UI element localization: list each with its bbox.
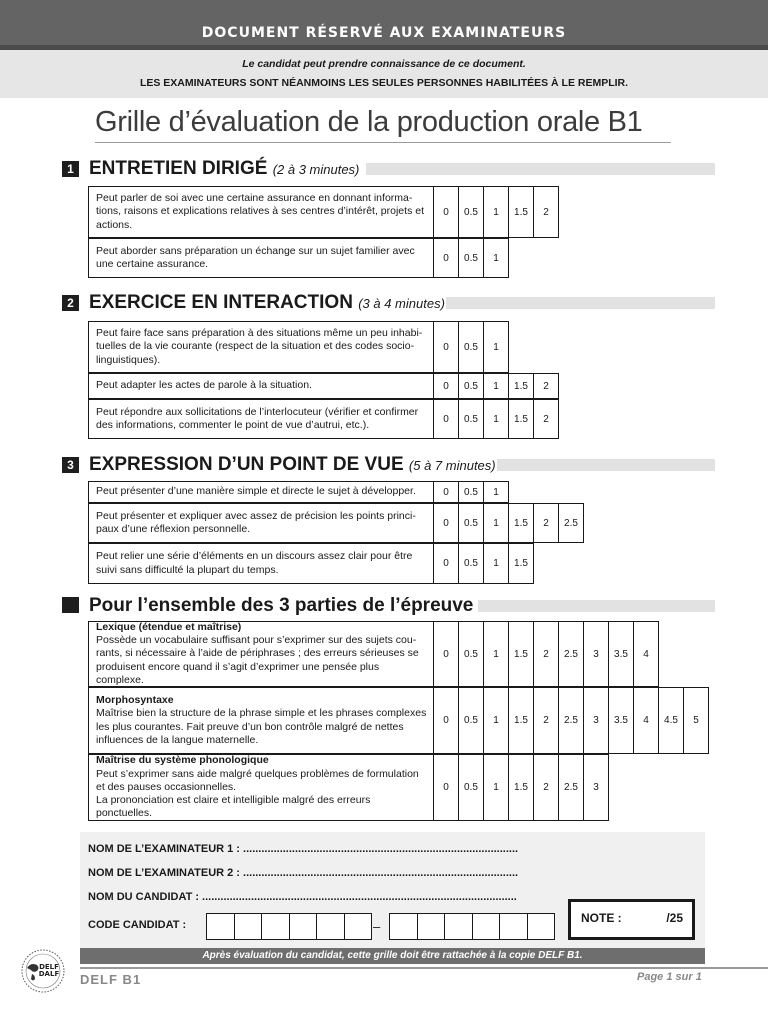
score-cell[interactable]: 0 [434,504,459,542]
criterion-row [88,399,559,439]
section-title-text: EXPRESSION D’UN POINT DE VUE [89,454,404,475]
section-duration: (3 à 4 minutes) [358,296,445,311]
criterion-row [88,503,584,543]
bottom-rule [80,967,768,969]
score-cell[interactable]: 3 [584,688,609,753]
score-cell[interactable]: 0.5 [459,688,484,753]
score-cell[interactable]: 2.5 [559,688,584,753]
criterion-description [89,187,434,237]
section-square-marker [62,597,79,613]
score-cell[interactable]: 0.5 [459,400,484,438]
criterion-row [88,621,659,687]
score-cell[interactable]: 1 [484,374,509,398]
score-cell[interactable]: 1 [484,322,509,372]
banner-title: DOCUMENT RÉSERVÉ AUX EXAMINATEURS [201,25,567,41]
notice-box [0,50,768,98]
note-label: NOTE : [581,911,622,925]
score-cell[interactable]: 0.5 [459,622,484,686]
top-banner [0,0,768,50]
section-number-badge: 2 [62,295,79,311]
note-value: /25 [666,911,683,925]
score-cell[interactable]: 0 [434,755,459,820]
section-duration: (5 à 7 minutes) [408,458,496,473]
bottom-notice: Après évaluation du candidat, cette grille doit être rattachée à la copie DELF B1. [80,948,705,964]
criterion-row [88,543,534,584]
criterion-text: Peut présenter d’une manière simple et directe le sujet à développer. [96,485,416,498]
criterion-text: Peut aborder sans préparation un échange sur un sujet familier avec une certaine assurance. [96,244,415,270]
score-cell[interactable]: 2 [534,504,559,542]
criterion-text: Possède un vocabulaire suffisant pour s’exprimer sur des sujets courants, si nécessaire à l’aide de périphrases ; des erreurs sérieuses se produisent encore quand il s’agit d’exprimer une pensée plus complexe. [96,634,419,686]
criterion-row [88,481,509,503]
score-cell[interactable]: 1.5 [509,504,534,542]
criterion-text: Peut s’exprimer sans aide malgré quelques problèmes de formulation et des pauses occasionnelles. La prononciation est claire et intelligible malgré des erreurs ponctuelles. [96,767,419,820]
examiner-2-field[interactable]: NOM DE L’EXAMINATEUR 2 : .......................................................................................... [88,867,519,879]
criterion-description [89,322,434,372]
footer-page-number: Page 1 sur 1 [637,971,702,983]
section-number-badge: 3 [62,457,79,473]
score-cell[interactable]: 1.5 [509,755,534,820]
score-cell[interactable]: 4.5 [659,688,684,753]
criterion-description [89,755,434,820]
score-cell[interactable]: 0.5 [459,239,484,277]
section-title [89,595,473,617]
note-box[interactable] [568,899,695,940]
score-cell[interactable]: 1 [484,755,509,820]
candidate-name-field[interactable]: NOM DU CANDIDAT : ....................................................................................................... [88,891,517,903]
criterion-row [88,238,509,278]
svg-text:DALF: DALF [38,970,60,978]
title-rule [95,142,671,143]
criterion-text: Peut parler de soi avec une certaine assurance en donnant informations, raisons et explications relatives à ses centres d’intérêt, projets et actions. [96,192,424,231]
score-cell[interactable]: 1 [484,400,509,438]
criterion-text: Maîtrise bien la structure de la phrase simple et les phrases complexes les plus courantes. Fait preuve d’un bon contrôle malgré de nettes influences de la langue maternelle. [96,707,427,746]
criterion-description [89,400,434,438]
score-cell[interactable]: 2 [534,688,559,753]
score-cell[interactable]: 4 [634,622,659,686]
section-title-text: Pour l’ensemble des 3 parties de l’épreuve [89,595,474,616]
score-cell[interactable]: 2.5 [559,755,584,820]
criterion-description [89,688,434,753]
score-cell[interactable]: 2.5 [559,622,584,686]
criterion-heading: Maîtrise du système phonologique [96,754,269,767]
delf-dalf-logo [20,948,66,994]
criterion-row [88,687,709,754]
score-cell[interactable]: 1 [484,622,509,686]
score-cell[interactable]: 3 [584,622,609,686]
score-cell[interactable]: 1 [484,482,509,502]
score-cell[interactable]: 1.5 [509,544,534,583]
score-cell[interactable]: 0.5 [459,322,484,372]
score-cell[interactable]: 5 [684,688,709,753]
section-title [89,292,445,314]
score-cell[interactable]: 1.5 [509,622,534,686]
score-cell[interactable]: 0 [434,688,459,753]
section-number-badge: 1 [62,161,79,177]
score-cell[interactable]: 1.5 [509,187,534,237]
criterion-text: Peut répondre aux sollicitations de l’interlocuteur (vérifier et confirmer des informations, commenter le point de vue d’autrui, etc.). [96,405,419,431]
score-cell[interactable]: 1.5 [509,374,534,398]
candidate-code-group-2[interactable] [389,913,555,940]
score-cell[interactable]: 0.5 [459,187,484,237]
score-cell[interactable]: 0.5 [459,374,484,398]
score-cell[interactable]: 2.5 [559,504,584,542]
score-cell[interactable]: 1 [484,504,509,542]
criterion-heading: Morphosyntaxe [96,693,174,706]
score-cell[interactable]: 0.5 [459,755,484,820]
footer-exam-name: DELF B1 [80,972,142,987]
criterion-text: Peut adapter les actes de parole à la situation. [96,379,312,392]
score-cell[interactable]: 1.5 [509,400,534,438]
candidate-code-label: CODE CANDIDAT : [88,919,187,931]
score-cell[interactable]: 1 [484,187,509,237]
section-grey-bar [446,297,715,309]
candidate-code-separator: – [373,919,381,934]
score-cell[interactable]: 0 [434,322,459,372]
score-cell[interactable]: 0 [434,374,459,398]
examiner-1-field[interactable]: NOM DE L’EXAMINATEUR 1 : .......................................................................................... [88,843,519,855]
svg-text:DELF: DELF [39,963,59,971]
score-cell[interactable]: 0 [434,622,459,686]
criterion-row [88,373,559,399]
score-cell[interactable]: 0.5 [459,544,484,583]
section-title-text: ENTRETIEN DIRIGÉ [89,158,268,179]
section-grey-bar [497,459,715,471]
score-cell[interactable]: 2 [534,400,559,438]
criterion-description [89,622,434,686]
candidate-code-group-1[interactable] [206,913,372,940]
score-cell[interactable]: 1 [484,544,509,583]
section-duration: (2 à 3 minutes) [272,162,360,177]
section-title [89,454,496,476]
score-cell[interactable]: 0 [434,544,459,583]
score-cell[interactable]: 3 [584,755,609,820]
notice-line-2: LES EXAMINATEURS SONT NÉANMOINS LES SEULES PERSONNES HABILITÉES À LE REMPLIR. [139,77,629,89]
score-cell[interactable]: 2 [534,187,559,237]
score-cell[interactable]: 0 [434,239,459,277]
score-cell[interactable]: 1 [484,688,509,753]
score-cell[interactable]: 0.5 [459,504,484,542]
criterion-description [89,504,434,542]
criterion-description [89,544,434,583]
criterion-description [89,239,434,277]
score-cell[interactable]: 1 [484,239,509,277]
criterion-text: Peut faire face sans préparation à des situations même un peu inhabituelles de la vie courante (respect de la situation et des codes socio-linguistiques). [96,327,423,366]
score-cell[interactable]: 2 [534,374,559,398]
criterion-description [89,482,434,502]
criterion-row [88,754,609,821]
score-cell[interactable]: 4 [634,688,659,753]
criterion-heading: Lexique (étendue et maîtrise) [96,620,242,633]
criterion-description [89,374,434,398]
score-cell[interactable]: 1.5 [509,688,534,753]
score-cell[interactable]: 3.5 [609,622,634,686]
criterion-row [88,186,559,238]
page-title: Grille d’évaluation de la production orale B1 [95,106,643,138]
section-grey-bar [478,600,715,612]
score-cell[interactable]: 0 [434,400,459,438]
score-cell[interactable]: 0 [434,482,459,502]
score-cell[interactable]: 2 [534,755,559,820]
score-cell[interactable]: 3.5 [609,688,634,753]
notice-line-1: Le candidat peut prendre connaissance de ce document. [242,58,526,70]
score-cell[interactable]: 0 [434,187,459,237]
criterion-text: Peut relier une série d’éléments en un discours assez clair pour être suivi sans difficulté la plupart du temps. [96,550,413,576]
score-cell[interactable]: 2 [534,622,559,686]
section-title [89,158,359,180]
score-cell[interactable]: 0.5 [459,482,484,502]
criterion-text: Peut présenter et expliquer avec assez de précision les points principaux d’une réflexion personnelle. [96,509,416,535]
section-title-text: EXERCICE EN INTERACTION [89,292,353,313]
criterion-row [88,321,509,373]
section-grey-bar [366,163,715,175]
